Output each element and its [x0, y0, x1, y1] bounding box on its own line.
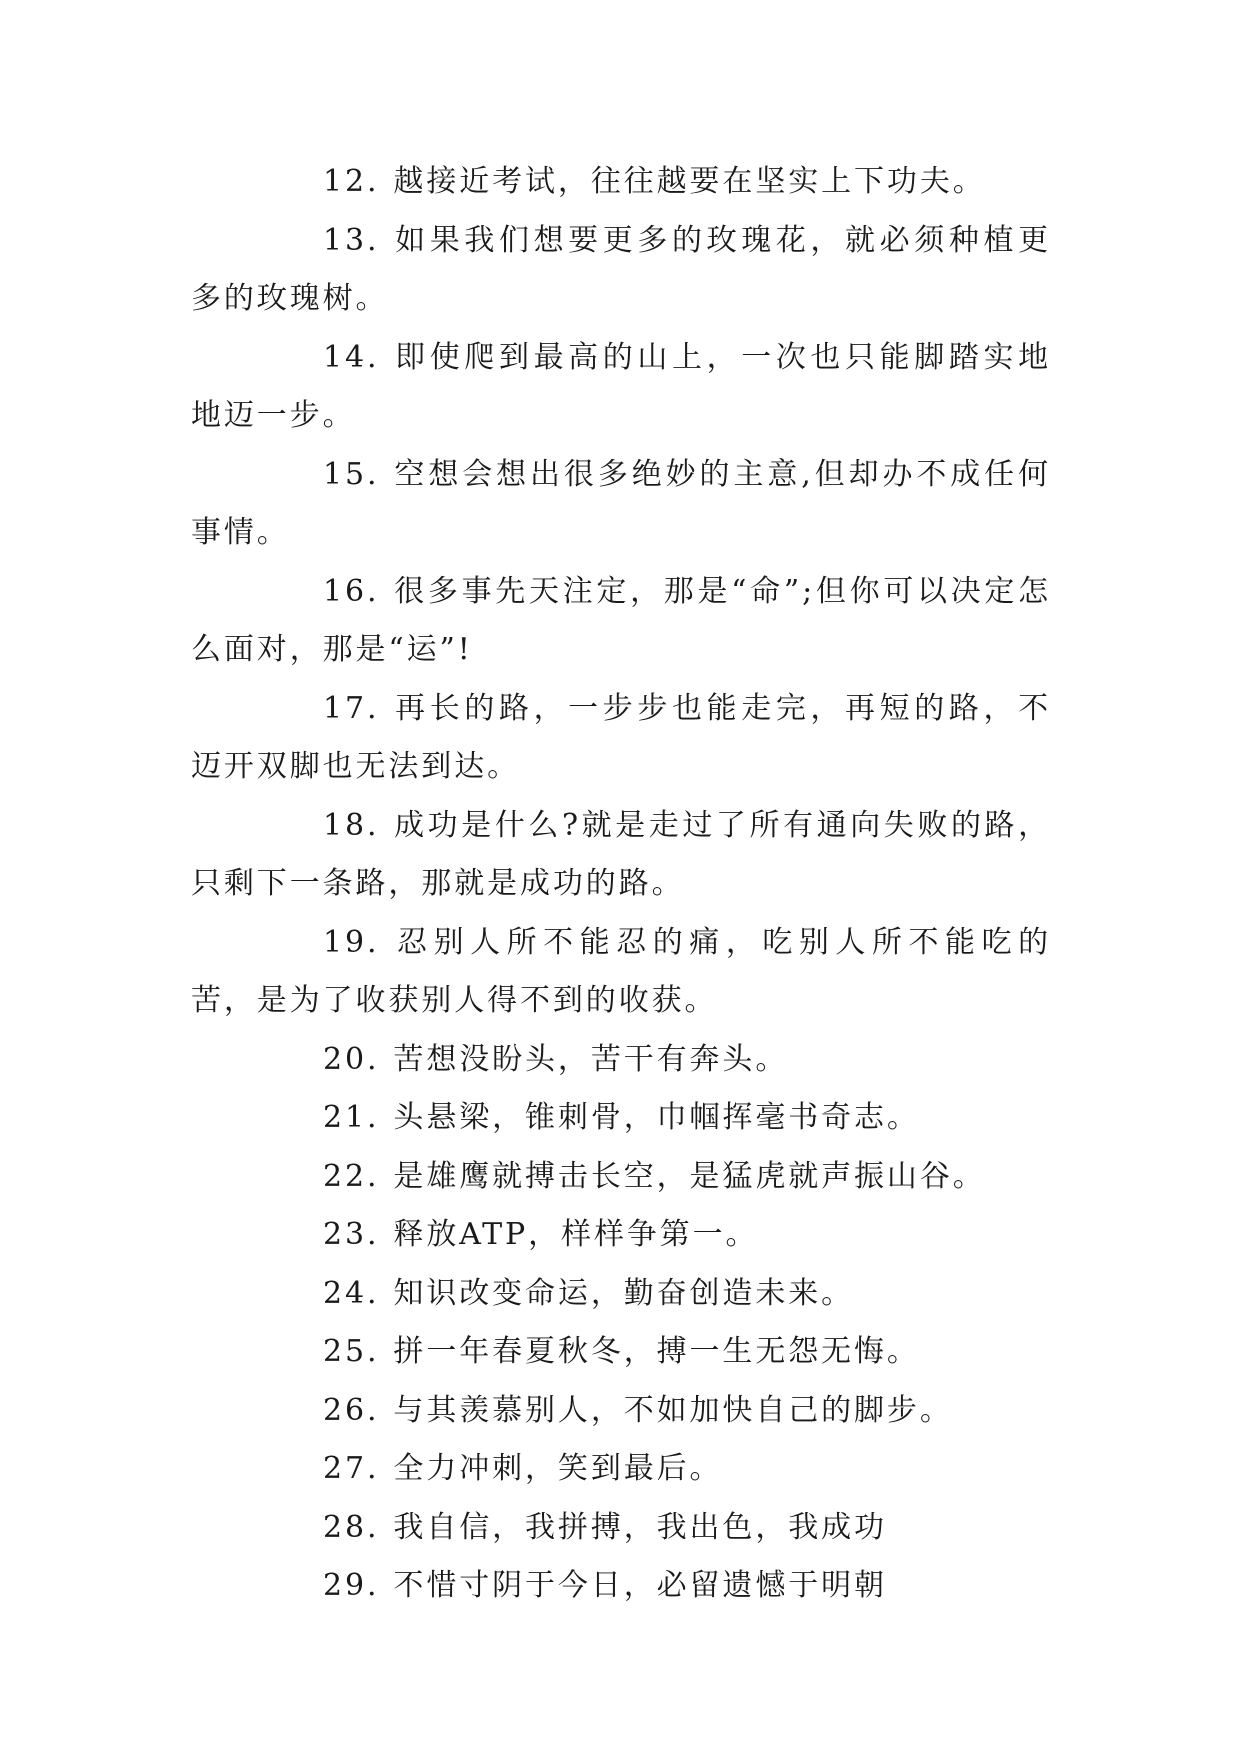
item-number: 17.	[323, 690, 380, 726]
list-item	[191, 1031, 1051, 1090]
item-number: 24.	[323, 1275, 380, 1311]
list-item	[191, 797, 1051, 914]
item-number: 15.	[323, 456, 380, 492]
list-item	[191, 1382, 1051, 1441]
item-number: 18.	[323, 807, 380, 843]
item-text: 如果我们想要更多的玫瑰花，就必须种植更多的玫瑰树。	[191, 222, 1051, 316]
list-item	[191, 1089, 1051, 1148]
item-text: 拼一年春夏秋冬，搏一生无怨无悔。	[393, 1334, 920, 1369]
list-item	[191, 1323, 1051, 1382]
list-item	[191, 680, 1051, 797]
item-number: 20.	[323, 1041, 380, 1077]
list-item	[191, 446, 1051, 563]
item-text: 头悬梁，锥刺骨，巾帼挥毫书奇志。	[393, 1100, 920, 1135]
item-number: 21.	[323, 1100, 380, 1135]
item-text: 全力冲刺，笑到最后。	[393, 1451, 723, 1486]
item-number: 19.	[323, 924, 380, 960]
list-item	[191, 1499, 1051, 1558]
item-text: 知识改变命运，勤奋创造未来。	[393, 1275, 855, 1311]
item-text: 很多事先天注定，那是“命”;但你可以决定怎么面对，那是“运”!	[191, 573, 1051, 667]
item-number: 13.	[323, 222, 380, 258]
item-number: 25.	[323, 1334, 380, 1369]
list-item	[191, 1265, 1051, 1324]
list-item	[191, 1557, 1051, 1616]
item-text: 空想会想出很多绝妙的主意,但却办不成任何事情。	[191, 456, 1051, 550]
list-item	[191, 563, 1051, 680]
document-body	[191, 153, 1051, 1616]
list-item	[191, 329, 1051, 446]
list-item	[191, 1148, 1051, 1207]
item-text: 忍别人所不能忍的痛，吃别人所不能吃的苦，是为了收获别人得不到的收获。	[191, 924, 1051, 1018]
list-item	[191, 1206, 1051, 1265]
item-number: 29.	[323, 1568, 380, 1603]
list-item	[191, 1440, 1051, 1499]
item-text: 苦想没盼头，苦干有奔头。	[393, 1041, 789, 1077]
item-text: 成功是什么?就是走过了所有通向失败的路，只剩下一条路，那就是成功的路。	[191, 807, 1051, 901]
item-text: 即使爬到最高的山上，一次也只能脚踏实地地迈一步。	[191, 339, 1051, 433]
item-number: 26.	[323, 1392, 380, 1428]
list-item	[191, 212, 1051, 329]
item-text: 与其羡慕别人，不如加快自己的脚步。	[393, 1392, 953, 1428]
item-text: 不惜寸阴于今日，必留遗憾于明朝	[393, 1568, 887, 1603]
item-text: 我自信，我拼搏，我出色，我成功	[393, 1509, 887, 1545]
item-number: 23.	[323, 1217, 380, 1252]
item-text: 越接近考试，往往越要在坚实上下功夫。	[393, 164, 986, 199]
item-number: 28.	[323, 1509, 380, 1545]
item-number: 12.	[323, 164, 380, 199]
item-text: 释放ATP，样样争第一。	[393, 1217, 759, 1252]
item-number: 27.	[323, 1451, 380, 1486]
item-number: 16.	[323, 573, 380, 609]
list-item	[191, 914, 1051, 1031]
list-item	[191, 153, 1051, 212]
item-text: 再长的路，一步步也能走完，再短的路，不迈开双脚也无法到达。	[191, 690, 1051, 784]
item-text: 是雄鹰就搏击长空，是猛虎就声振山谷。	[393, 1158, 986, 1194]
item-number: 14.	[323, 339, 380, 375]
item-number: 22.	[323, 1158, 380, 1194]
